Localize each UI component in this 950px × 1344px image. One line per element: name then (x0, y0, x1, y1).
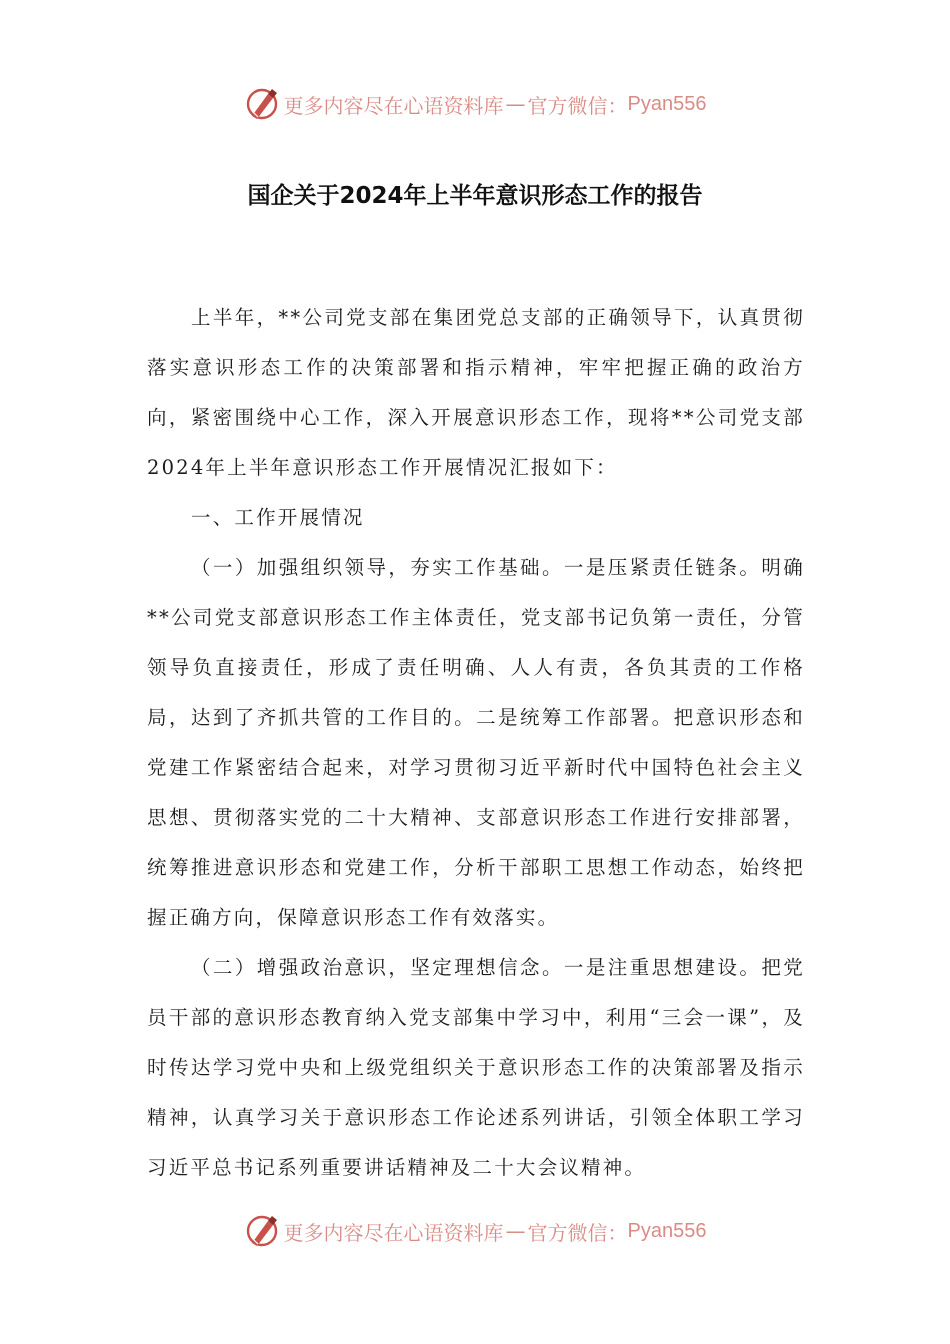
paragraph-organization: （一）加强组织领导，夯实工作基础。一是压紧责任链条。明确**公司党支部意识形态工作主体责任，党支部书记负第一责任，分管领导负直接责任，形成了责任明确、人人有责，各负其责的工作格局，达到了齐抓共管的工作目的。二是统筹工作部署。把意识形态和党建工作紧密结合起来，对学习贯彻习近平新时代中国特色社会主义思想、贯彻落实党的二十大精神、支部意识形态工作进行安排部署，统筹推进意识形态和党建工作，分析干部职工思想工作动态，始终把握正确方向，保障意识形态工作有效落实。 (147, 556, 805, 929)
watermark-separator: — (505, 92, 526, 116)
watermark-separator: — (505, 1219, 526, 1243)
watermark-contact-label: 官方微信： (527, 93, 628, 118)
watermark-banner-top (0, 84, 950, 124)
section-heading: 一、工作开展情况 (191, 506, 365, 529)
watermark-contact-handle: Pyan556 (627, 1219, 707, 1242)
watermark-banner-bottom (0, 1211, 950, 1251)
pen-logo-icon (244, 1213, 280, 1249)
watermark-contact-label: 官方微信： (527, 1220, 628, 1245)
paragraph-intro: 上半年，**公司党支部在集团党总支部的正确领导下，认真贯彻落实意识形态工作的决策部署和指示精神，牢牢把握正确的政治方向，紧密围绕中心工作，深入开展意识形态工作，现将**公司党支部2024年上半年意识形态工作开展情况汇报如下： (147, 306, 805, 479)
watermark-site-text: 更多内容尽在心语资料库 (283, 1220, 504, 1245)
watermark-site-text: 更多内容尽在心语资料库 (283, 93, 504, 118)
pen-logo-icon (244, 86, 280, 122)
document-title: 国企关于2024年上半年意识形态工作的报告 (247, 183, 703, 209)
watermark-contact-handle: Pyan556 (627, 92, 707, 115)
document-body (147, 293, 805, 1193)
paragraph-political-awareness: （二）增强政治意识，坚定理想信念。一是注重思想建设。把党员干部的意识形态教育纳入党支部集中学习中，利用“三会一课”，及时传达学习党中央和上级党组织关于意识形态工作的决策部署及指示精神，认真学习关于意识形态工作论述系列讲话，引领全体职工学习习近平总书记系列重要讲话精神及二十大会议精神。 (147, 956, 805, 1179)
